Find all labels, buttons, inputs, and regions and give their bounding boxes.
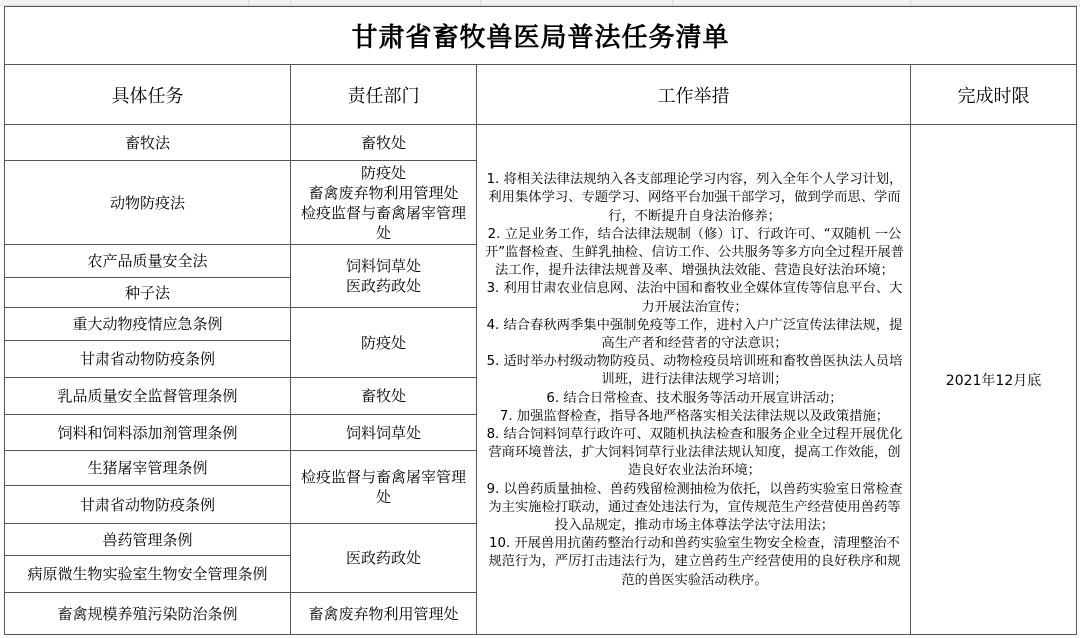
dept-cell: 防疫处 [291,308,477,378]
task-cell: 种子法 [5,278,291,308]
task-cell: 生猪屠宰管理条例 [5,451,291,486]
header-measures: 工作举措 [477,65,911,125]
task-cell: 饲料和饲料添加剂管理条例 [5,415,291,451]
dept-line: 防疫处 畜禽废弃物利用管理处 检疫监督与畜禽屠宰管理处 [300,163,466,242]
dept-cell: 畜牧处 [291,378,477,415]
measure-item: 10. 开展兽用抗菌药整治行动和兽药实验室生物安全检查，清理整治不规范行为，严厉打击违法行为，建立兽药生产经营使用的良好秩序和规范的兽医实验活动秩序。 [488,536,901,588]
measure-item: 7. 加强监督检查，指导各地严格落实相关法律法规以及政策措施； [499,408,890,424]
task-cell: 甘肃省动物防疫条例 [5,341,291,378]
task-cell: 动物防疫法 [5,161,291,245]
dept-cell: 医政药政处 [291,524,477,593]
task-cell: 重大动物疫情应急条例 [5,308,291,341]
header-deadline: 完成时限 [911,65,1077,125]
task-cell: 甘肃省动物防疫条例 [5,486,291,524]
measure-item: 3. 利用甘肃农业信息网、法治中国和畜牧业全媒体宣传等信息平台、大力开展法治宣传； [486,281,903,315]
measure-item: 6. 结合日常检查、技术服务等活动开展宣讲活动； [546,390,843,406]
task-cell: 畜禽规模养殖污染防治条例 [5,593,291,635]
task-cell: 畜牧法 [5,125,291,161]
measure-item: 4. 结合春秋两季集中强制免疫等工作，进村入户广泛宣传法律法规，提高生产者和经营者的守法意识； [486,317,903,351]
page-title: 甘肃省畜牧兽医局普法任务清单 [5,7,1077,65]
measure-item: 2. 立足业务工作，结合法律法规制（修）订、行政许可、“双随机 一公开”监督检查、生鲜乳抽检、信访工作、公共服务等多方向全过程开展普法工作，提升法律法规普及率、增强执法效能、营造良好法治环境； [484,226,905,279]
dept-cell: 检疫监督与畜禽屠宰管理处 [291,451,477,524]
task-cell: 乳品质量安全监督管理条例 [5,378,291,415]
dept-cell: 畜牧处 [291,125,477,161]
measure-item: 9. 以兽药质量抽检、兽药残留检测抽检为依托，以兽药实验室日常检查为主实施检打联动，通过查处违法行为，宣传规范生产经营使用兽药等投入品规定，推动市场主体尊法学法守法用法； [486,481,903,534]
measure-item: 5. 适时举办村级动物防疫员、动物检疫员培训班和畜牧兽医执法人员培训班，进行法律法规学习培训； [486,354,903,388]
task-cell: 兽药管理条例 [5,524,291,556]
dept-cell [291,245,477,308]
measure-item: 8. 结合饲料饲草行政许可、双随机执法检查和服务企业全过程开展优化营商环境普法，扩大饲料饲草行业法律法规认知度，提高工作效能，创造良好农业法治环境； [486,427,903,479]
header-task: 具体任务 [5,65,291,125]
task-cell: 病原微生物实验室生物安全管理条例 [5,556,291,593]
dept-cell: 畜禽废弃物利用管理处 [291,593,477,635]
task-cell: 农产品质量安全法 [5,245,291,278]
dept-cell [291,161,477,245]
dept-line: 饲料饲草处 医政药政处 [345,257,421,295]
dept-cell: 饲料饲草处 [291,415,477,451]
header-dept: 责任部门 [291,65,477,125]
measure-item: 1. 将相关法律法规纳入各支部理论学习内容，列入全年个人学习计划，利用集体学习、专题学习、网络平台加强干部学习，做到学而思、学而行，不断提升自身法治修养； [486,172,903,224]
task-list-table [4,6,1077,635]
measures-cell [477,125,911,635]
deadline-cell: 2021年12月底 [911,125,1077,635]
